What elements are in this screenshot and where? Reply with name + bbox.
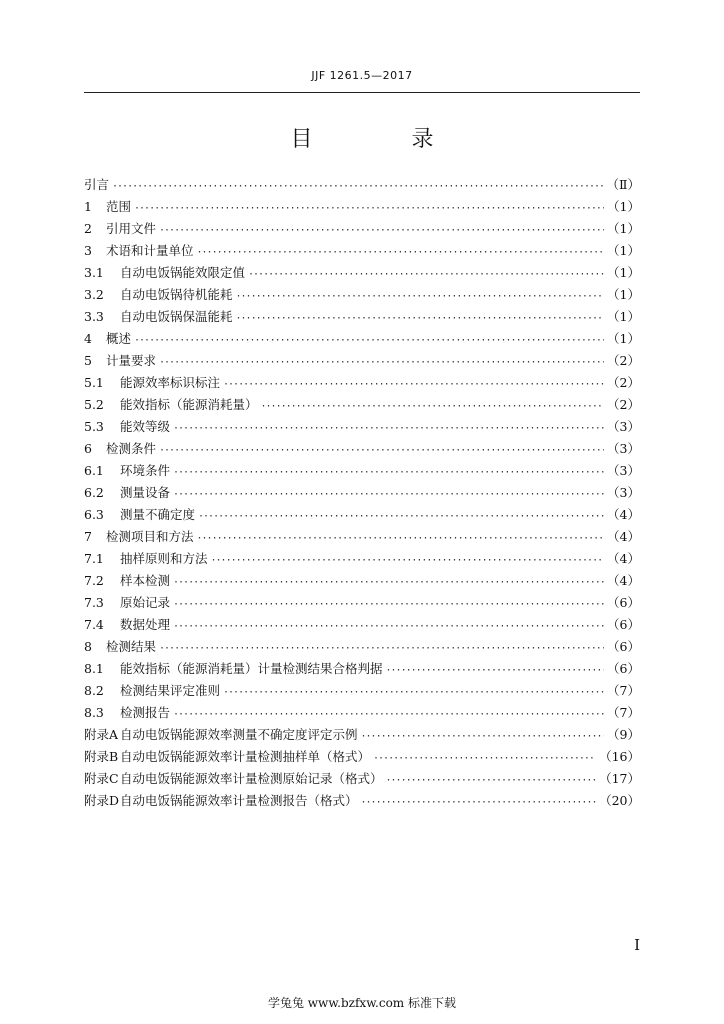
- toc-entry[interactable]: [84, 373, 640, 395]
- toc-entry[interactable]: [84, 197, 640, 219]
- toc-entry-page: （4）: [607, 551, 640, 566]
- toc-entry[interactable]: [84, 747, 640, 769]
- toc-leader-dots: [386, 775, 597, 786]
- toc-entry-title: 检测报告: [120, 705, 171, 720]
- toc-entry[interactable]: [84, 505, 640, 527]
- toc-entry-number: 5.3: [84, 419, 104, 434]
- toc-leader-dots: [197, 247, 605, 258]
- toc-entry-number: 7.3: [84, 595, 104, 610]
- toc-entry[interactable]: [84, 725, 640, 747]
- toc-entry-title: 自动电饭锅能源效率计量检测原始记录（格式）: [120, 771, 383, 786]
- toc-entry[interactable]: [84, 241, 640, 263]
- toc-entry-number: 8: [84, 639, 92, 654]
- toc-entry-number: 3.1: [84, 265, 104, 280]
- toc-entry-title: 能效指标（能源消耗量）: [120, 397, 258, 412]
- toc-entry[interactable]: [84, 439, 640, 461]
- toc-entry-title: 样本检测: [120, 573, 171, 588]
- toc-entry-title: 测量设备: [120, 485, 171, 500]
- header-divider: [84, 92, 640, 93]
- toc-entry-title: 自动电饭锅能源效率测量不确定度评定示例: [120, 727, 358, 742]
- toc-entry[interactable]: [84, 395, 640, 417]
- toc-entry[interactable]: [84, 791, 640, 813]
- toc-leader-dots: [173, 599, 604, 610]
- toc-entry-page: （Ⅱ）: [606, 177, 640, 192]
- toc-leader-dots: [112, 181, 603, 192]
- page-title: 目 录: [290, 127, 480, 152]
- toc-entry-number: 附录B: [84, 749, 119, 764]
- toc-leader-dots: [223, 379, 604, 390]
- toc-entry[interactable]: [84, 615, 640, 637]
- toc-entry-page: （1）: [607, 309, 640, 324]
- toc-entry-number: 8.2: [84, 683, 104, 698]
- toc-entry-title: 自动电饭锅能源效率计量检测抽样单（格式）: [120, 749, 371, 764]
- toc-entry-number: 8.3: [84, 705, 104, 720]
- table-of-contents: [84, 175, 640, 813]
- toc-entry-number: 7.2: [84, 573, 104, 588]
- toc-entry-title: 能源效率标识标注: [120, 375, 221, 390]
- toc-entry-number: 3.3: [84, 309, 104, 324]
- toc-entry-number: 3.2: [84, 287, 104, 302]
- toc-entry-page: （3）: [607, 441, 640, 456]
- toc-entry-page: （2）: [607, 397, 640, 412]
- toc-entry-number: 1: [84, 199, 92, 214]
- toc-entry[interactable]: [84, 769, 640, 791]
- toc-entry-title: 能效指标（能源消耗量）计量检测结果合格判据: [120, 661, 383, 676]
- toc-entry-number: 5: [84, 353, 92, 368]
- toc-leader-dots: [198, 511, 604, 522]
- toc-entry-page: （1）: [607, 221, 640, 236]
- toc-leader-dots: [173, 423, 604, 434]
- toc-entry-title: 引用文件: [106, 221, 157, 236]
- toc-leader-dots: [361, 731, 605, 742]
- toc-leader-dots: [236, 313, 605, 324]
- toc-entry-number: 8.1: [84, 661, 104, 676]
- toc-entry[interactable]: [84, 483, 640, 505]
- toc-leader-dots: [159, 643, 604, 654]
- toc-leader-dots: [211, 555, 605, 566]
- toc-leader-dots: [248, 269, 604, 280]
- toc-entry-number: 5.2: [84, 397, 104, 412]
- toc-entry[interactable]: [84, 263, 640, 285]
- toc-entry-page: （7）: [607, 683, 640, 698]
- toc-entry-title: 测量不确定度: [120, 507, 196, 522]
- toc-entry-title: 引言: [84, 177, 110, 192]
- toc-entry[interactable]: [84, 461, 640, 483]
- header-standard-code: JJF 1261.5—2017: [311, 69, 413, 82]
- toc-leader-dots: [173, 467, 604, 478]
- toc-leader-dots: [134, 203, 604, 214]
- toc-entry-title: 计量要求: [106, 353, 157, 368]
- toc-entry[interactable]: [84, 703, 640, 725]
- toc-entry-page: （1）: [607, 199, 640, 214]
- toc-entry-number: 6: [84, 441, 92, 456]
- toc-entry-title: 检测结果评定准则: [120, 683, 221, 698]
- page-number: Ⅰ: [634, 936, 640, 954]
- toc-entry-title: 检测条件: [106, 441, 157, 456]
- toc-entry-page: （6）: [607, 639, 640, 654]
- toc-entry-page: （20）: [599, 793, 640, 808]
- toc-leader-dots: [173, 489, 604, 500]
- toc-entry-title: 自动电饭锅能源效率计量检测报告（格式）: [120, 793, 358, 808]
- toc-entry-page: （6）: [607, 617, 640, 632]
- toc-entry[interactable]: [84, 659, 640, 681]
- toc-leader-dots: [261, 401, 605, 412]
- toc-entry-title: 数据处理: [120, 617, 171, 632]
- toc-entry-page: （2）: [607, 375, 640, 390]
- toc-entry-title: 环境条件: [120, 463, 171, 478]
- toc-entry-page: （6）: [607, 661, 640, 676]
- toc-entry-number: 4: [84, 331, 92, 346]
- toc-entry-number: 2: [84, 221, 92, 236]
- toc-entry-title: 能效等级: [120, 419, 171, 434]
- toc-entry-page: （2）: [607, 353, 640, 368]
- toc-entry[interactable]: [84, 593, 640, 615]
- toc-entry[interactable]: [84, 681, 640, 703]
- toc-entry-page: （1）: [607, 287, 640, 302]
- toc-leader-dots: [223, 687, 604, 698]
- toc-entry[interactable]: [84, 571, 640, 593]
- toc-entry[interactable]: [84, 329, 640, 351]
- toc-entry-number: 3: [84, 243, 92, 258]
- toc-entry-title: 检测结果: [106, 639, 157, 654]
- toc-entry[interactable]: [84, 527, 640, 549]
- toc-leader-dots: [236, 291, 605, 302]
- toc-entry-page: （17）: [599, 771, 640, 786]
- toc-entry-number: 附录C: [84, 771, 119, 786]
- toc-entry-number: 7.1: [84, 551, 104, 566]
- toc-entry-title: 抽样原则和方法: [120, 551, 208, 566]
- toc-leader-dots: [159, 357, 604, 368]
- toc-entry-title: 原始记录: [120, 595, 171, 610]
- toc-entry-title: 自动电饭锅能效限定值: [120, 265, 246, 280]
- toc-leader-dots: [173, 709, 604, 720]
- toc-entry-page: （16）: [599, 749, 640, 764]
- toc-entry-title: 自动电饭锅待机能耗: [120, 287, 233, 302]
- toc-entry[interactable]: [84, 549, 640, 571]
- toc-entry-page: （4）: [607, 573, 640, 588]
- toc-entry-title: 术语和计量单位: [106, 243, 194, 258]
- toc-entry-number: 7.4: [84, 617, 104, 632]
- toc-entry-title: 自动电饭锅保温能耗: [120, 309, 233, 324]
- toc-leader-dots: [159, 225, 604, 236]
- toc-entry-page: （3）: [607, 463, 640, 478]
- toc-entry-number: 附录D: [84, 793, 120, 808]
- toc-entry[interactable]: [84, 351, 640, 373]
- toc-entry[interactable]: [84, 637, 640, 659]
- toc-entry[interactable]: [84, 219, 640, 241]
- toc-entry-number: 6.2: [84, 485, 104, 500]
- toc-entry-page: （3）: [607, 419, 640, 434]
- toc-entry-page: （1）: [607, 331, 640, 346]
- toc-entry-page: （1）: [607, 265, 640, 280]
- toc-entry-page: （4）: [607, 529, 640, 544]
- toc-entry-number: 附录A: [84, 727, 119, 742]
- toc-leader-dots: [159, 445, 604, 456]
- toc-leader-dots: [173, 621, 604, 632]
- toc-entry-title: 范围: [106, 199, 132, 214]
- toc-leader-dots: [173, 577, 604, 588]
- toc-entry-page: （4）: [607, 507, 640, 522]
- toc-entry-number: 6.1: [84, 463, 104, 478]
- toc-entry-number: 6.3: [84, 507, 104, 522]
- toc-leader-dots: [134, 335, 604, 346]
- toc-entry[interactable]: [84, 285, 640, 307]
- toc-entry-number: 5.1: [84, 375, 104, 390]
- toc-entry-page: （9）: [607, 727, 640, 742]
- toc-entry-number: 7: [84, 529, 92, 544]
- toc-entry-page: （3）: [607, 485, 640, 500]
- toc-entry-page: （1）: [607, 243, 640, 258]
- toc-leader-dots: [361, 797, 597, 808]
- toc-entry[interactable]: [84, 175, 640, 197]
- toc-leader-dots: [373, 753, 596, 764]
- toc-entry[interactable]: [84, 307, 640, 329]
- toc-leader-dots: [386, 665, 605, 676]
- toc-entry-page: （7）: [607, 705, 640, 720]
- toc-entry-title: 检测项目和方法: [106, 529, 194, 544]
- toc-leader-dots: [197, 533, 605, 544]
- footer-watermark: 学兔兔 www.bzfxw.com 标准下载: [267, 996, 457, 1010]
- toc-entry-page: （6）: [607, 595, 640, 610]
- toc-entry-title: 概述: [106, 331, 132, 346]
- toc-entry[interactable]: [84, 417, 640, 439]
